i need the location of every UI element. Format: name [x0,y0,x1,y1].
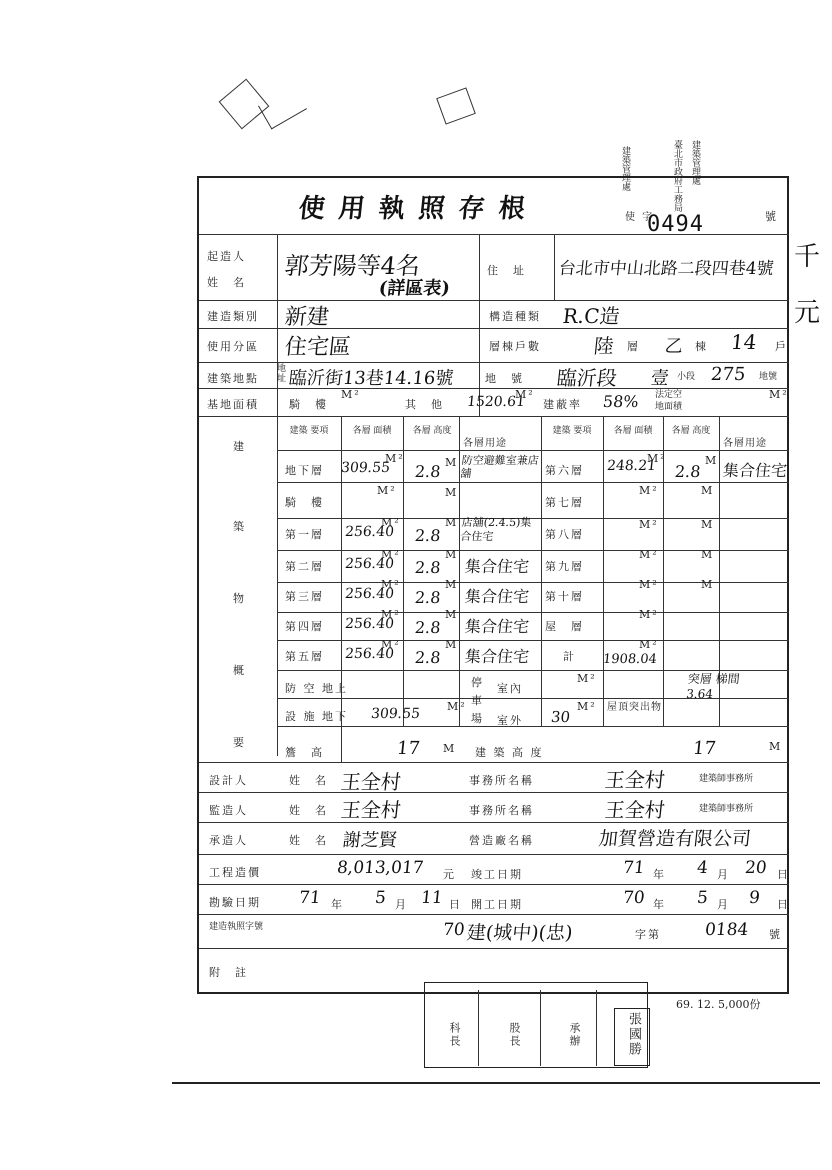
serial-number: 0494 [647,212,704,237]
label-structure: 構造種類 [489,310,541,323]
total-area: 1908.04 [602,652,658,667]
build-type-value: 新建 [283,305,331,330]
m-7: M [705,454,719,467]
m-14: M [769,740,783,753]
cost-value: 8,013,017 [335,858,425,878]
contractor-company: 加賀營造有限公司 [597,828,753,850]
label-designer-office: 事務所名稱 [469,774,534,787]
inspect-d: 11 [419,888,444,908]
fl3-area: 256.40 [344,586,395,602]
permit-word: 建(城中)(忠) [465,922,574,944]
m2-2: M² [377,484,397,497]
fl1-area: 256.40 [344,524,395,540]
col-height-2: 各層 高度 [671,426,711,436]
label-other: 其 他 [405,398,444,411]
m-4: M [445,548,459,561]
basement-area: 309.55 [340,460,391,476]
fl2-area: 256.40 [344,556,395,572]
serial-suffix: 號 [765,210,778,223]
fl4-height: 2.8 [414,618,442,637]
row-fl6: 第六層 [545,464,584,477]
label-month-2: 月 [395,898,408,911]
row-fl4: 第四層 [285,620,324,633]
site-subsection-value: 壹 [649,368,670,389]
m-9: M [701,518,715,531]
eaves-value: 17 [395,738,422,759]
shelter-basement: 309.55 [370,706,421,722]
designer-name: 王全村 [339,770,403,794]
fl6-height: 2.8 [674,462,702,481]
row-shelter-2: 設 施 地下 [285,710,348,723]
label-applicant: 起造人 [207,250,246,263]
fl5-use: 集合住宅 [463,647,530,666]
label-day-2: 日 [449,898,462,911]
bldg-height-value: 17 [691,738,718,759]
col-item: 建築 要項 [289,426,329,436]
site-address-value: 臨沂街13巷14.16號 [287,368,455,389]
m2-3: M² [381,516,401,529]
label-day-1: 日 [777,868,790,881]
row-fl10: 第十層 [545,590,584,603]
top-right-stamp: 臺北市政府工務局 [672,140,682,212]
basement-use: 防空避難室兼店舖 [459,454,540,480]
row-fl5: 第五層 [285,650,324,663]
m-11: M [701,578,715,591]
label-contractor: 承造人 [209,834,248,847]
completion-m: 4 [695,858,709,878]
label-base-area: 基地面積 [207,398,259,411]
label-zi: 字第 [635,928,661,941]
label-lot-no: 地號 [759,372,778,382]
site-lot-value: 275 [709,364,747,385]
permit-no: 0184 [703,920,750,940]
label-cantilever: 屋頂突出物 [607,702,662,713]
m-12: M [445,638,459,651]
contractor-name: 謝芝賢 [341,830,398,851]
row-fl1: 第一層 [285,528,324,541]
m-5: M [445,578,459,591]
inspect-m: 5 [373,888,387,908]
margin-mark-2: 元 [794,298,821,328]
m2-6: M² [381,608,401,621]
m2-7: M² [647,452,667,465]
label-yuan: 元 [443,868,456,881]
label-year-3: 年 [653,898,666,911]
label-cost: 工程造價 [209,866,261,879]
label-remark: 附 註 [209,966,248,979]
stamp-section: 股長 [508,1022,521,1048]
floors-value: 陸 [592,334,616,358]
coverage-value: 58% [602,392,640,411]
side-1: 建 [233,440,246,453]
units-2: 乙 [663,336,684,357]
basement-height: 2.8 [414,462,442,481]
row-arcade: 騎 樓 [285,496,324,509]
label-arcade: 騎 樓 [289,398,328,411]
m2-a: M² [341,388,361,401]
label-name: 姓 名 [207,276,246,289]
m2-16: M² [447,700,467,713]
label-contractor-name: 姓 名 [289,834,328,847]
completion-y: 71 [621,858,646,878]
m2-10: M² [639,548,659,561]
inspect-y: 71 [297,888,322,908]
supervisor-office: 王全村 [603,798,667,822]
floors-unit-2: 棟 [695,340,708,353]
label-day-3: 日 [777,898,790,911]
floors-unit-3: 戶 [775,340,788,353]
zone-value: 住宅區 [283,335,353,360]
label-supervisor-office: 事務所名稱 [469,804,534,817]
label-designer: 設計人 [209,774,248,787]
start-m: 5 [695,888,709,908]
m-10: M [701,548,715,561]
col-height: 各層 高度 [412,426,452,436]
m-2: M [445,486,459,499]
label-completion: 竣工日期 [471,868,523,881]
row-shelter: 防 空 地上 [285,682,348,695]
col-area-2: 各層 面積 [613,426,653,436]
fl5-area: 256.40 [344,646,395,662]
m2-12: M² [639,608,659,621]
m2-15: M² [577,672,597,685]
parking-2: 車 [471,694,484,707]
m2-17: M² [577,700,597,713]
base-other-value: 1520.61 [466,394,526,410]
serial-prefix: 使 字 [625,212,655,223]
side-5: 要 [233,736,246,749]
col-area: 各層 面積 [352,426,392,436]
site-section-value: 臨沂段 [555,366,619,390]
label-address: 住 址 [487,264,526,277]
stamp-handler: 承辦 [568,1022,581,1048]
stamp-chief: 科長 [448,1022,461,1048]
completion-d: 20 [743,858,768,878]
start-d: 9 [747,888,761,908]
fl5-height: 2.8 [414,648,442,667]
bottom-rule [172,1082,820,1084]
applicant-value: 郭芳陽等4名 [283,252,422,280]
label-permit: 建造執照字號 [209,922,264,932]
label-inspection: 勘驗日期 [209,896,261,909]
label-subsection: 小段 [677,372,696,382]
print-footer: 69. 12. 5,000份 [676,998,761,1011]
side-3: 物 [233,592,246,605]
label-eaves: 簷 高 [285,746,324,759]
corner-stamp-2 [258,86,307,130]
label-bldg-height: 建 築 高 度 [475,746,544,759]
col-use: 各層用途 [463,438,507,449]
label-designer-name: 姓 名 [289,774,328,787]
row-basement: 地下層 [285,464,324,477]
side-4: 概 [233,664,246,677]
margin-mark-1: 千 [794,242,821,272]
m-8: M [701,484,715,497]
label-floors: 層棟戶數 [489,340,541,353]
m2-5: M² [381,578,401,591]
floors-unit-1: 層 [627,340,640,353]
roof-note: 突層 梯間 3.64 [685,672,741,701]
m-13: M [443,742,457,755]
designer-office: 王全村 [603,768,667,792]
form-title: 使用執照存根 [297,194,541,224]
m2-8: M² [639,484,659,497]
side-2: 築 [233,520,246,533]
fl3-height: 2.8 [414,588,442,607]
m2-4: M² [381,548,401,561]
m2-9: M² [639,518,659,531]
m2-c: M² [769,388,789,401]
start-y: 70 [621,888,646,908]
fl6-area: 248.21 [606,458,657,474]
parking-outdoor: 30 [550,708,572,726]
parking-1: 停 [471,676,484,689]
label-site-lot: 地 號 [485,372,524,385]
m-1: M [445,456,459,469]
m-3: M [445,516,459,529]
label-zone: 使用分區 [207,340,259,353]
label-coverage: 建蔽率 [543,398,582,411]
row-fl3: 第三層 [285,590,324,603]
fl4-area: 256.40 [344,616,395,632]
fl1-use: 店舖(2.4.5)集合住宅 [459,516,533,543]
row-total: 計 [563,650,576,663]
structure-value: R.C造 [561,304,621,328]
address-value: 台北市中山北路二段四巷4號 [557,259,775,279]
m-6: M [445,608,459,621]
fl3-use: 集合住宅 [463,587,530,606]
label-contractor-company: 營造廠名稱 [469,834,534,847]
col-use-2: 各層用途 [723,438,767,449]
col-item-2: 建築 要項 [552,426,592,436]
m2-14: M² [639,638,659,651]
fl2-height: 2.8 [414,558,442,577]
label-start: 開工日期 [471,898,523,911]
label-build-type: 建造類別 [207,310,259,323]
row-fl7: 第七層 [545,496,584,509]
stamp-seal-name: 張國勝 [626,1012,641,1057]
permit-form [197,176,789,994]
row-fl8: 第八層 [545,528,584,541]
fl6-use: 集合住宅 [721,461,788,480]
m2-1: M² [385,452,405,465]
fl4-use: 集合住宅 [463,617,530,636]
label-year-2: 年 [331,898,344,911]
fl1-height: 2.8 [414,526,442,545]
m2-b: M² [515,388,535,401]
label-site: 建築地點 [207,372,259,385]
top-right-stamp-3: 建築管理處 [620,146,630,191]
parking-in: 室內 [497,682,523,695]
permit-year: 70 [441,920,466,940]
designer-arch: 建築師事務所 [699,774,754,784]
row-fl2: 第二層 [285,560,324,573]
row-roof: 屋 層 [545,620,584,633]
top-right-stamp-2: 建築管理處 [690,140,700,185]
label-supervisor: 監造人 [209,804,248,817]
parking-3: 場 [471,712,484,725]
label-open-space-2: 地面積 [655,402,683,412]
applicant-note: (詳區表) [377,278,451,299]
supervisor-name: 王全村 [339,798,403,822]
label-supervisor-name: 姓 名 [289,804,328,817]
label-hao: 號 [769,928,782,941]
row-fl9: 第九層 [545,560,584,573]
label-site-addr: 地址 [277,364,287,384]
label-month-3: 月 [717,898,730,911]
m2-11: M² [639,578,659,591]
corner-stamp-3 [436,87,476,124]
units-3: 14 [729,330,758,354]
fl2-use: 集合住宅 [463,557,530,576]
m2-13: M² [381,638,401,651]
label-open-space-1: 法定空 [655,390,683,400]
parking-out: 室外 [497,714,523,727]
label-month-1: 月 [717,868,730,881]
label-year-1: 年 [653,868,666,881]
supervisor-arch: 建築師事務所 [699,804,754,814]
